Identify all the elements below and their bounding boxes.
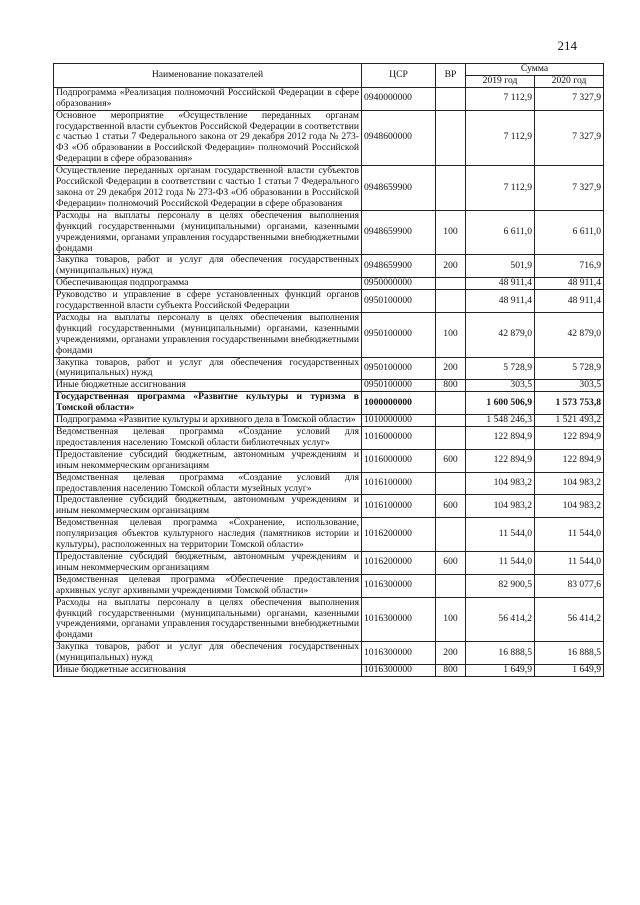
row-vr-cell bbox=[436, 87, 466, 110]
row-name-cell: Иные бюджетные ассигнования bbox=[54, 665, 362, 677]
row-name-cell: Руководство и управление в сфере установленных функций органов государственной власти субъекта Российской Федерации bbox=[54, 290, 362, 313]
row-vr-cell: 200 bbox=[436, 255, 466, 278]
row-2019-cell: 1 548 246,3 bbox=[466, 415, 535, 427]
budget-table bbox=[53, 63, 604, 677]
row-csr-cell: 1016000000 bbox=[362, 449, 436, 472]
table-row bbox=[54, 551, 604, 574]
row-name-cell: Закупка товаров, работ и услуг для обеспечения государственных (муниципальных) нужд bbox=[54, 642, 362, 665]
row-csr-cell: 0950100000 bbox=[362, 312, 436, 357]
table-row bbox=[54, 357, 604, 380]
row-name-cell: Расходы на выплаты персоналу в целях обеспечения выполнения функций государственными (муниципальными) органами, казенными учреждениями, органами управления государственными внебюджетными фондами bbox=[54, 210, 362, 255]
row-csr-cell: 0950100000 bbox=[362, 290, 436, 313]
row-csr-cell: 0940000000 bbox=[362, 87, 436, 110]
row-csr-cell: 0950100000 bbox=[362, 380, 436, 392]
row-2019-cell: 48 911,4 bbox=[466, 290, 535, 313]
row-2020-cell: 303,5 bbox=[535, 380, 604, 392]
table-row bbox=[54, 574, 604, 597]
row-csr-cell: 1016300000 bbox=[362, 642, 436, 665]
row-vr-cell: 100 bbox=[436, 210, 466, 255]
row-2020-cell: 83 077,6 bbox=[535, 574, 604, 597]
row-csr-cell: 1016100000 bbox=[362, 472, 436, 495]
row-2020-cell: 716,9 bbox=[535, 255, 604, 278]
row-2019-cell: 104 983,2 bbox=[466, 472, 535, 495]
row-2019-cell: 7 112,9 bbox=[466, 87, 535, 110]
row-name-cell: Ведомственная целевая программа «Обеспечение предоставления архивных услуг архивными учреждениями Томской области» bbox=[54, 574, 362, 597]
table-row bbox=[54, 312, 604, 357]
row-csr-cell: 0948659900 bbox=[362, 166, 436, 211]
row-2019-cell: 104 983,2 bbox=[466, 495, 535, 518]
table-row bbox=[54, 278, 604, 290]
header-csr: ЦСР bbox=[362, 64, 436, 88]
row-vr-cell bbox=[436, 278, 466, 290]
row-csr-cell: 1016000000 bbox=[362, 427, 436, 450]
row-2020-cell: 42 879,0 bbox=[535, 312, 604, 357]
row-name-cell: Закупка товаров, работ и услуг для обеспечения государственных (муниципальных) нужд bbox=[54, 357, 362, 380]
row-csr-cell: 0950100000 bbox=[362, 357, 436, 380]
table-row bbox=[54, 597, 604, 642]
row-2019-cell: 56 414,2 bbox=[466, 597, 535, 642]
row-2019-cell: 5 728,9 bbox=[466, 357, 535, 380]
table-body bbox=[54, 87, 604, 676]
row-name-cell: Осуществление переданных органам государственной власти субъектов Российской Федерации в соответствии с частью 1 статьи 7 Федерального закона от 29 декабря 2012 года № 273-ФЗ «Об образовании в Российской Федерации» полномочий Российской Федерации в сфере образования bbox=[54, 166, 362, 211]
row-2020-cell: 7 327,9 bbox=[535, 166, 604, 211]
row-name-cell: Обеспечивающая подпрограмма bbox=[54, 278, 362, 290]
row-csr-cell: 1016200000 bbox=[362, 518, 436, 552]
row-2019-cell: 1 600 506,9 bbox=[466, 392, 535, 415]
row-vr-cell bbox=[436, 427, 466, 450]
row-2020-cell: 7 327,9 bbox=[535, 110, 604, 166]
row-2020-cell: 6 611,0 bbox=[535, 210, 604, 255]
row-2020-cell: 1 573 753,8 bbox=[535, 392, 604, 415]
page-number: 214 bbox=[557, 38, 577, 53]
table-row bbox=[54, 427, 604, 450]
table-row bbox=[54, 518, 604, 552]
row-2020-cell: 11 544,0 bbox=[535, 518, 604, 552]
row-name-cell: Предоставление субсидий бюджетным, автономным учреждениям и иным некоммерческим организациям bbox=[54, 495, 362, 518]
row-2019-cell: 42 879,0 bbox=[466, 312, 535, 357]
row-2020-cell: 1 521 493,2 bbox=[535, 415, 604, 427]
header-2020: 2020 год bbox=[535, 75, 604, 87]
row-name-cell: Ведомственная целевая программа «Сохранение, использование, популяризация объектов культурного наследия (памятников истории и культуры), расположенных на территории Томской области» bbox=[54, 518, 362, 552]
row-2019-cell: 122 894,9 bbox=[466, 449, 535, 472]
row-vr-cell bbox=[436, 392, 466, 415]
row-2019-cell: 11 544,0 bbox=[466, 518, 535, 552]
row-name-cell: Ведомственная целевая программа «Создание условий для предоставления населению Томской области библиотечных услуг» bbox=[54, 427, 362, 450]
table-row bbox=[54, 495, 604, 518]
table-row bbox=[54, 415, 604, 427]
row-vr-cell bbox=[436, 472, 466, 495]
row-2020-cell: 104 983,2 bbox=[535, 495, 604, 518]
table-row bbox=[54, 87, 604, 110]
row-2020-cell: 11 544,0 bbox=[535, 551, 604, 574]
row-2019-cell: 7 112,9 bbox=[466, 110, 535, 166]
row-vr-cell: 600 bbox=[436, 449, 466, 472]
row-csr-cell: 1000000000 bbox=[362, 392, 436, 415]
row-csr-cell: 0948600000 bbox=[362, 110, 436, 166]
row-2019-cell: 122 894,9 bbox=[466, 427, 535, 450]
row-name-cell: Расходы на выплаты персоналу в целях обеспечения выполнения функций государственными (муниципальными) органами, казенными учреждениями, органами управления государственными внебюджетными фондами bbox=[54, 597, 362, 642]
row-2019-cell: 501,9 bbox=[466, 255, 535, 278]
table-row bbox=[54, 642, 604, 665]
table-row bbox=[54, 110, 604, 166]
table-row bbox=[54, 166, 604, 211]
row-2019-cell: 6 611,0 bbox=[466, 210, 535, 255]
row-csr-cell: 1016300000 bbox=[362, 597, 436, 642]
row-name-cell: Подпрограмма «Реализация полномочий Российской Федерации в сфере образования» bbox=[54, 87, 362, 110]
row-csr-cell: 0950000000 bbox=[362, 278, 436, 290]
row-2019-cell: 48 911,4 bbox=[466, 278, 535, 290]
row-2019-cell: 7 112,9 bbox=[466, 166, 535, 211]
row-csr-cell: 1016300000 bbox=[362, 574, 436, 597]
row-2019-cell: 16 888,5 bbox=[466, 642, 535, 665]
row-vr-cell bbox=[436, 166, 466, 211]
row-csr-cell: 0948659900 bbox=[362, 210, 436, 255]
row-vr-cell bbox=[436, 518, 466, 552]
table-row bbox=[54, 392, 604, 415]
row-2020-cell: 16 888,5 bbox=[535, 642, 604, 665]
table-row bbox=[54, 290, 604, 313]
row-2020-cell: 7 327,9 bbox=[535, 87, 604, 110]
row-2020-cell: 56 414,2 bbox=[535, 597, 604, 642]
row-2020-cell: 48 911,4 bbox=[535, 278, 604, 290]
row-vr-cell: 200 bbox=[436, 357, 466, 380]
row-vr-cell: 200 bbox=[436, 642, 466, 665]
row-name-cell: Предоставление субсидий бюджетным, автономным учреждениям и иным некоммерческим организациям bbox=[54, 449, 362, 472]
row-name-cell: Предоставление субсидий бюджетным, автономным учреждениям и иным некоммерческим организациям bbox=[54, 551, 362, 574]
table-row bbox=[54, 380, 604, 392]
row-name-cell: Ведомственная целевая программа «Создание условий для предоставления населению Томской области музейных услуг» bbox=[54, 472, 362, 495]
table-row bbox=[54, 472, 604, 495]
row-vr-cell bbox=[436, 415, 466, 427]
row-name-cell: Основное мероприятие «Осуществление переданных органам государственной власти субъектов Российской Федерации в соответствии с частью 1 статьи 7 Федерального закона от 29 декабря 2012 года № 273-ФЗ «Об образовании в Российской Федерации» полномочий Российской Федерации в сфере образования» bbox=[54, 110, 362, 166]
row-2020-cell: 5 728,9 bbox=[535, 357, 604, 380]
row-2020-cell: 104 983,2 bbox=[535, 472, 604, 495]
row-vr-cell: 800 bbox=[436, 665, 466, 677]
row-csr-cell: 1010000000 bbox=[362, 415, 436, 427]
table-row bbox=[54, 210, 604, 255]
row-vr-cell bbox=[436, 574, 466, 597]
row-2020-cell: 122 894,9 bbox=[535, 427, 604, 450]
header-sum: Сумма bbox=[466, 64, 604, 76]
row-name-cell: Подпрограмма «Развитие культуры и архивного дела в Томской области» bbox=[54, 415, 362, 427]
row-vr-cell bbox=[436, 110, 466, 166]
header-2019: 2019 год bbox=[466, 75, 535, 87]
row-name-cell: Закупка товаров, работ и услуг для обеспечения государственных (муниципальных) нужд bbox=[54, 255, 362, 278]
row-2019-cell: 11 544,0 bbox=[466, 551, 535, 574]
row-name-cell: Иные бюджетные ассигнования bbox=[54, 380, 362, 392]
header-name: Наименование показателей bbox=[54, 64, 362, 88]
table-row bbox=[54, 449, 604, 472]
row-vr-cell: 100 bbox=[436, 312, 466, 357]
row-csr-cell: 1016300000 bbox=[362, 665, 436, 677]
row-2019-cell: 1 649,9 bbox=[466, 665, 535, 677]
row-2019-cell: 303,5 bbox=[466, 380, 535, 392]
row-csr-cell: 1016200000 bbox=[362, 551, 436, 574]
row-csr-cell: 0948659900 bbox=[362, 255, 436, 278]
row-name-cell: Государственная программа «Развитие культуры и туризма в Томской области» bbox=[54, 392, 362, 415]
row-vr-cell: 600 bbox=[436, 495, 466, 518]
row-vr-cell: 800 bbox=[436, 380, 466, 392]
row-2020-cell: 1 649,9 bbox=[535, 665, 604, 677]
row-2019-cell: 82 900,5 bbox=[466, 574, 535, 597]
row-vr-cell: 600 bbox=[436, 551, 466, 574]
table-row bbox=[54, 665, 604, 677]
row-name-cell: Расходы на выплаты персоналу в целях обеспечения выполнения функций государственными (муниципальными) органами, казенными учреждениями, органами управления государственными внебюджетными фондами bbox=[54, 312, 362, 357]
row-vr-cell: 100 bbox=[436, 597, 466, 642]
table-row bbox=[54, 255, 604, 278]
row-csr-cell: 1016100000 bbox=[362, 495, 436, 518]
row-vr-cell bbox=[436, 290, 466, 313]
header-vr: ВР bbox=[436, 64, 466, 88]
row-2020-cell: 48 911,4 bbox=[535, 290, 604, 313]
row-2020-cell: 122 894,9 bbox=[535, 449, 604, 472]
